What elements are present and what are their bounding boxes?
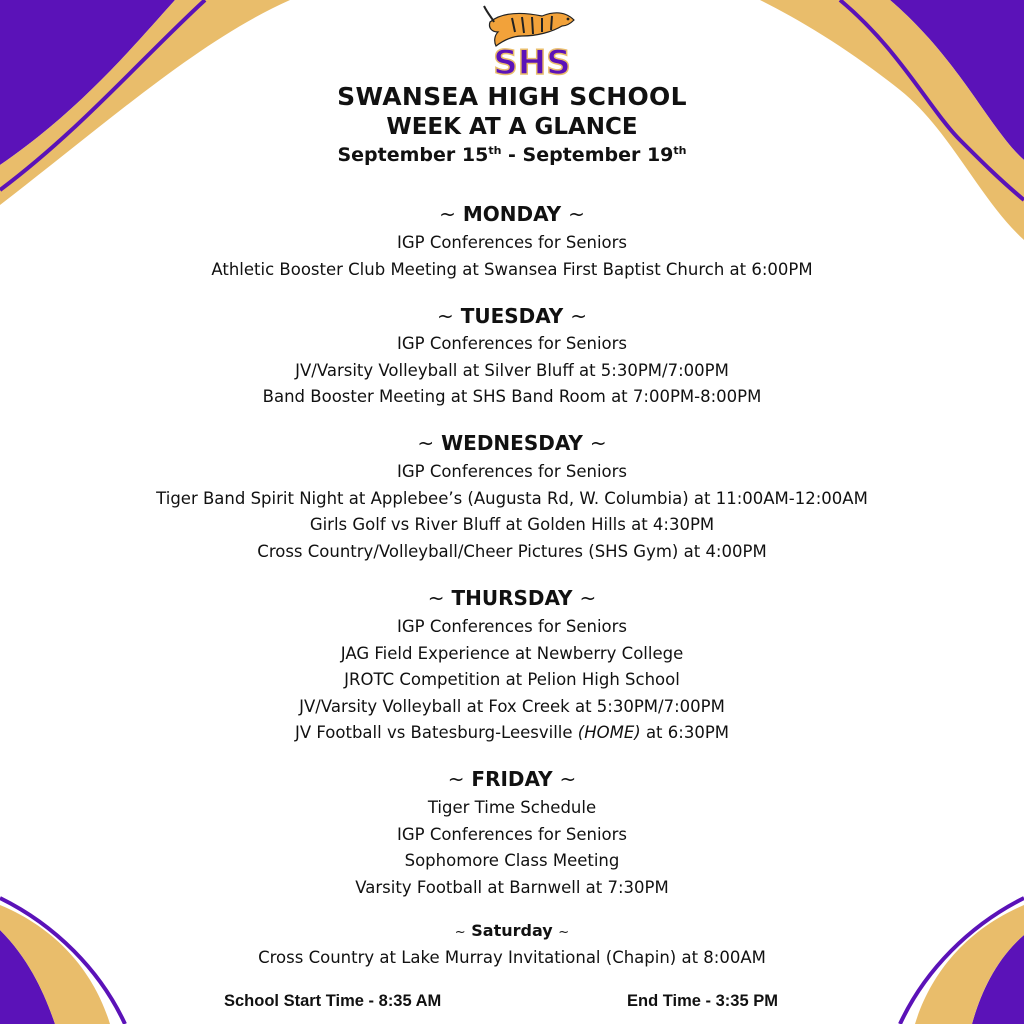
event-item: IGP Conferences for Seniors: [396, 462, 628, 481]
event-item: IGP Conferences for Seniors: [396, 824, 628, 844]
event-item: Varsity Football at Barnwell at 7:30PM: [355, 877, 669, 897]
day-heading-wednesday: ~ WEDNESDAY ~: [417, 431, 607, 455]
friday-events: [0, 795, 1024, 901]
event-item: JV Football vs Batesburg-Leesville (HOME) at 6:30PM: [294, 723, 730, 743]
event-item: JROTC Competition at Pelion High School: [344, 670, 680, 690]
event-item: IGP Conferences for Seniors: [396, 617, 628, 636]
event-item: Sophomore Class Meeting: [404, 851, 620, 871]
date-range: September 15th - September 19th: [337, 144, 687, 166]
day-heading-thursday: ~ THURSDAY ~: [427, 586, 597, 610]
day-heading-tuesday: ~ TUESDAY ~: [436, 304, 588, 328]
monday-events: [0, 230, 1024, 283]
school-end-time: End Time - 3:35 PM: [627, 992, 778, 1010]
event-item: Tiger Band Spirit Night at Applebee’s (Augusta Rd, W. Columbia) at 11:00AM-12:00AM: [156, 488, 868, 508]
event-item: IGP Conferences for Seniors: [396, 233, 628, 252]
event-item: Athletic Booster Club Meeting at Swansea First Baptist Church at 6:00PM: [211, 259, 813, 279]
page-title: WEEK AT A GLANCE: [386, 114, 638, 140]
event-item: Tiger Time Schedule: [427, 798, 597, 817]
event-item: Cross Country/Volleyball/Cheer Pictures (SHS Gym) at 4:00PM: [257, 541, 767, 561]
day-heading-saturday: ~ Saturday ~: [454, 921, 570, 940]
day-heading-monday: ~ MONDAY ~: [439, 202, 585, 226]
event-item: JV/Varsity Volleyball at Silver Bluff at 5:30PM/7:00PM: [295, 360, 729, 380]
event-item: Girls Golf vs River Bluff at Golden Hills at 4:30PM: [309, 515, 715, 535]
school-start-time: School Start Time - 8:35 AM: [224, 992, 442, 1010]
event-item: JV/Varsity Volleyball at Fox Creek at 5:30PM/7:00PM: [299, 696, 725, 716]
tuesday-events: [0, 331, 1024, 411]
logo-text: SHS: [493, 43, 571, 80]
event-item: Band Booster Meeting at SHS Band Room at 7:00PM-8:00PM: [262, 387, 762, 407]
event-item: Cross Country at Lake Murray Invitational (Chapin) at 8:00AM: [258, 948, 766, 967]
event-item: IGP Conferences for Seniors: [396, 334, 628, 353]
thursday-events: [0, 614, 1024, 747]
wednesday-events: [0, 459, 1024, 565]
saturday-events: [0, 945, 1024, 972]
event-item: JAG Field Experience at Newberry College: [340, 643, 684, 663]
tiger-icon: [482, 2, 582, 80]
day-heading-friday: ~ FRIDAY ~: [447, 767, 577, 791]
school-name: SWANSEA HIGH SCHOOL: [337, 82, 687, 111]
